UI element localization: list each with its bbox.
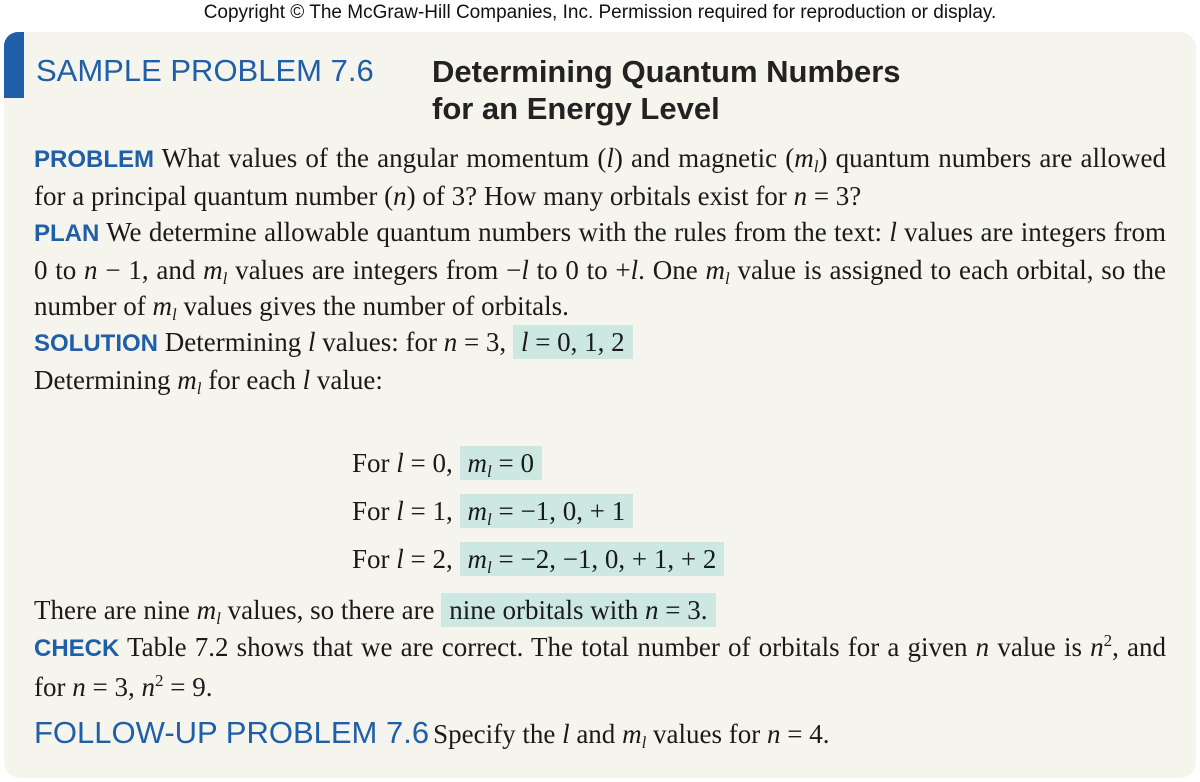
case-row — [352, 445, 542, 481]
follow-up-label: FOLLOW-UP PROBLEM 7.6 — [34, 715, 430, 750]
problem-body — [34, 140, 1166, 398]
problem-paragraph — [34, 140, 1166, 214]
case-result-highlight: $m_l = -2$, −1, 0, + 1, + 2 — [460, 542, 725, 576]
check-paragraph — [34, 628, 1166, 706]
sample-problem-label: SAMPLE PROBLEM 7.6 — [36, 53, 374, 88]
panel-tab — [4, 32, 24, 98]
problem-title — [432, 53, 901, 127]
case-result-highlight: $m_l = 0$ — [460, 446, 542, 480]
orbitals-highlight: nine orbitals with n = 3. — [441, 593, 715, 627]
case-condition: For l = 0, — [352, 448, 453, 478]
follow-up-line — [34, 715, 830, 751]
case-condition: For l = 1, — [352, 496, 453, 526]
problem-title-line-2: for an Energy Level — [432, 91, 720, 126]
plan-paragraph — [34, 214, 1166, 324]
problem-keyword: PROBLEM — [34, 146, 154, 173]
plan-keyword: PLAN — [34, 220, 100, 247]
follow-up-text: Specify the l and $m_l$ values for n = 4. — [433, 719, 830, 752]
solution-line — [34, 324, 1166, 362]
plan-text: We determine allowable quantum numbers with the rules from the text: l values are integers from 0 to n − 1, and $m_l$ values are integers from −l to 0 to +l. One $m_l$ value is assigned to each orbital, so the number of $m_l$ values gives the number of orbitals. — [34, 217, 1167, 324]
summary-text: There are nine $m_l$ values, so there are — [34, 595, 435, 628]
problem-text: What values of the angular momentum (l) and magnetic $(m_l)$ quantum numbers are allowed for a principal quantum number (n) of 3? How many orbitals exist for n = 3? — [34, 143, 1166, 211]
problem-title-line-1: Determining Quantum Numbers — [432, 54, 901, 89]
ml-intro: Determining $m_l$ for each l value: — [34, 365, 383, 398]
summary-line — [34, 592, 716, 628]
copyright-notice: Copyright © The McGraw-Hill Companies, Inc. Permission required for reproduction or display. — [203, 2, 997, 23]
solution-intro: Determining l values: for n = 3, — [164, 327, 507, 357]
case-condition: For l = 2, — [352, 544, 453, 574]
case-row — [352, 493, 633, 529]
case-row — [352, 541, 724, 577]
case-result-highlight: $m_l = -1$, 0, + 1 — [460, 494, 634, 528]
l-values-highlight: l = 0, 1, 2 — [513, 325, 633, 359]
check-keyword: CHECK — [34, 635, 120, 662]
check-text: Table 7.2 shows that we are correct. The total number of orbitals for a given n value is $n^2$, and for n = 3, $n^2 = 9$. — [34, 631, 1167, 702]
solution-keyword: SOLUTION — [34, 330, 158, 357]
